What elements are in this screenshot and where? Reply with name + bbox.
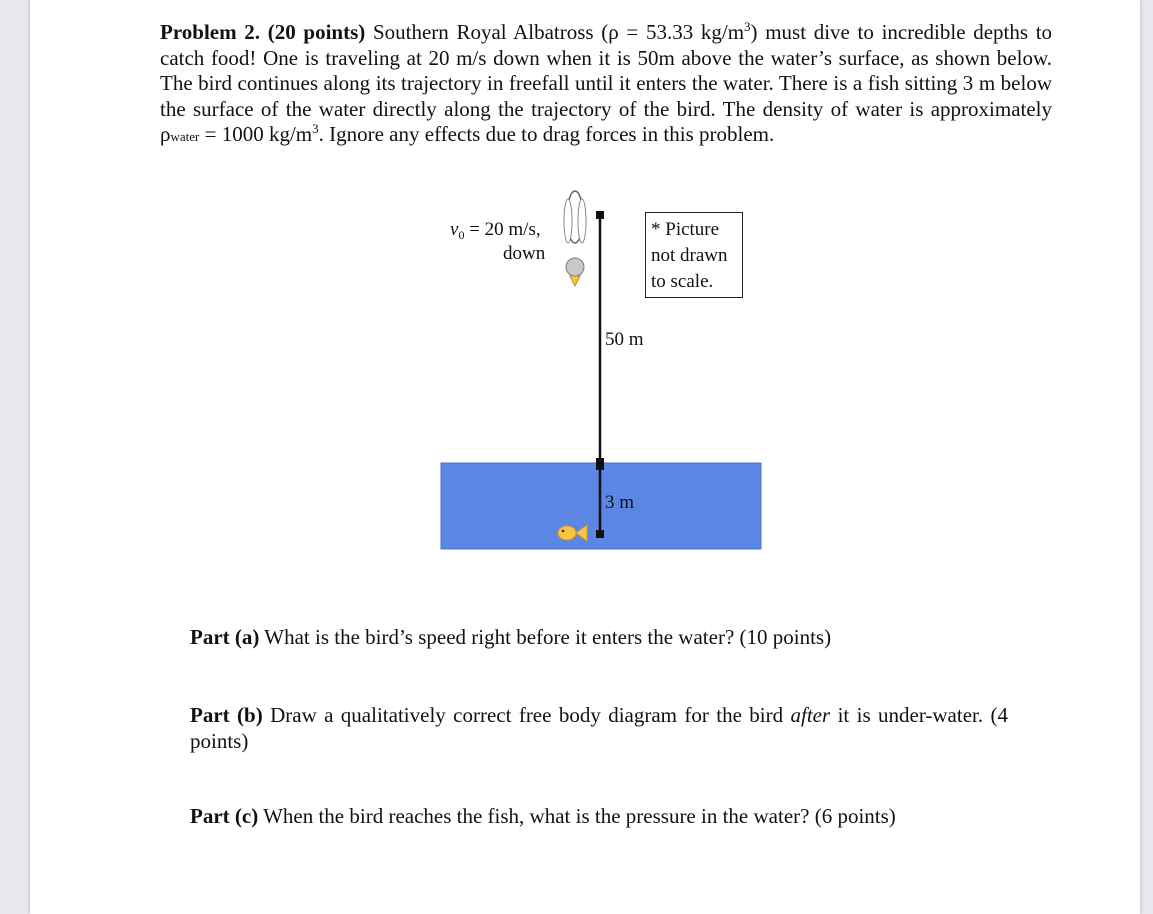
part-c-label: Part (c)	[190, 804, 259, 828]
problem-text-4: . Ignore any effects due to drag forces in this problem.	[318, 122, 775, 146]
part-c-text: When the bird reaches the fish, what is the pressure in the water? (6 points)	[258, 804, 896, 828]
surface-marker	[596, 458, 604, 470]
v0-subscript: 0	[458, 228, 465, 242]
document-page	[30, 0, 1140, 914]
part-c	[190, 803, 1008, 829]
dive-diagram	[30, 0, 1140, 914]
problem-text-1: Southern Royal Albatross (ρ = 53.33 kg/m	[372, 20, 745, 44]
problem-heading: Problem 2.	[160, 20, 261, 44]
part-a	[190, 624, 1008, 650]
velocity-direction: down	[503, 243, 546, 264]
problem-text-3: = 1000 kg/m	[199, 122, 313, 146]
part-a-label: Part (a)	[190, 625, 260, 649]
note-line-1: * Picture	[651, 219, 720, 240]
fish-marker	[596, 530, 604, 538]
diagram-graphics	[30, 0, 1140, 914]
superscript-3: 3	[312, 121, 319, 136]
part-b-text-1: Draw a qualitatively correct free body diagram for the bird	[262, 703, 791, 727]
v0-symbol: v	[450, 219, 459, 240]
part-b-text-2: it is under-water. (4 points)	[190, 703, 1008, 753]
part-b-emphasis: after	[790, 703, 831, 727]
scale-note	[645, 212, 743, 298]
v0-value: = 20 m/s,	[464, 219, 541, 240]
part-b	[190, 702, 1008, 754]
albatross-icon	[564, 191, 586, 286]
superscript-3: 3	[744, 19, 751, 34]
part-b-label: Part (b)	[190, 703, 263, 727]
subscript-water: water	[170, 129, 200, 144]
note-line-2: not drawn	[651, 245, 728, 266]
problem-text-2: ) must dive to incredible depths to catch food! One is traveling at 20 m/s down when it is 50m above the water’s surface, as shown below. The bird continues along its trajectory in freefall until it enters the water. There is a fish sitting 3 m below the surface of the water directly along the trajectory of the bird. The density of water is approximately ρ	[160, 20, 1053, 146]
problem-points: (20 points)	[267, 20, 366, 44]
depth-label: 3 m	[605, 492, 635, 513]
part-a-text: What is the bird’s speed right before it enters the water? (10 points)	[259, 625, 832, 649]
height-label: 50 m	[605, 329, 644, 350]
note-line-3: to scale.	[651, 271, 714, 292]
top-marker	[596, 211, 604, 219]
